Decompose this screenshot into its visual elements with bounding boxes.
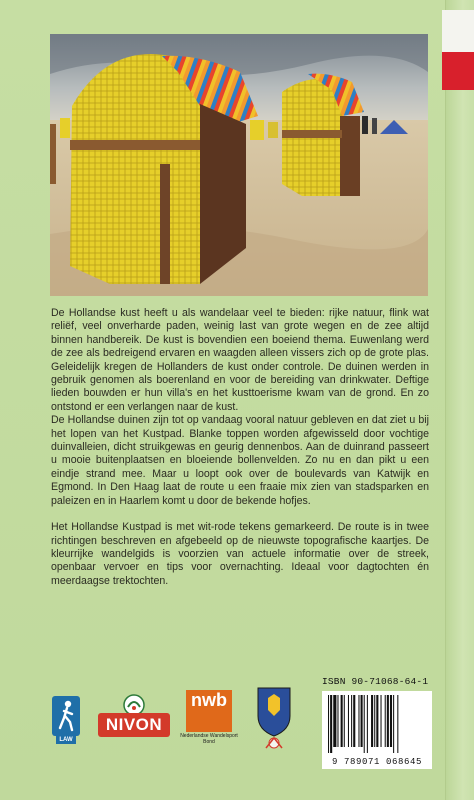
- barcode-bar: [381, 695, 382, 747]
- law-label: LAW: [56, 736, 76, 744]
- barcode-bar: [337, 695, 338, 747]
- blurb-text: [51, 307, 429, 588]
- barcode-bar: [367, 695, 368, 753]
- barcode-bar: [376, 695, 378, 747]
- walker-icon: [52, 696, 80, 736]
- flag-marker-red: [442, 52, 474, 90]
- barcode-bar: [385, 695, 386, 747]
- nwb-logo: [180, 690, 238, 745]
- olav-logo: [254, 686, 294, 752]
- cover-edge-strip: [445, 0, 474, 800]
- barcode-bar: [328, 695, 329, 753]
- barcode-bar: [397, 695, 398, 753]
- law-logo: [52, 696, 80, 744]
- barcode-bar: [374, 695, 375, 747]
- barcode-bar: [353, 695, 355, 747]
- barcode-bar: [351, 695, 352, 747]
- barcode-bar: [390, 695, 392, 747]
- barcode-bar: [341, 695, 343, 747]
- isbn-block: [322, 676, 432, 788]
- barcode-bar: [364, 695, 365, 753]
- barcode: [322, 691, 432, 769]
- barcode-bars: [328, 695, 426, 753]
- barcode-bar: [361, 695, 363, 747]
- blurb-paragraph-3: Het Hollandse Kustpad is met wit-rode tekens gemarkeerd. De route is in twee richtingen beschreven en afgebeeld op de nieuwste topografische kaartjes. De kleurrijke wandelgids is voorzien van actuele informatie over de streek, openbaar vervoer en tips voor overnachting. Ideaal voor dagtochten én meerdaagse trektochten.: [51, 521, 429, 587]
- flag-marker-white: [442, 10, 474, 52]
- barcode-bar: [393, 695, 394, 753]
- blurb-paragraph-2: De Hollandse duinen zijn tot op vandaag vooral natuur gebleven en dat ziet u bij het lopen van het Kustpad. Blanke toppen worden afgewisseld door vochtige duinvalleien, dicht struikgewas en geurig dennenbos. Aan de duinrand passeert u mooie buitenplaatsen en bloeiende bollenvelden. Zo nu en dan pikt u een eindje strand mee. Maar u loopt ook over de boulevards van Katwijk en Egmond. In Den Haag laat de route u een fraaie mix zien van stadsparken en paleizen en in Haarlem komt u door de bekende hofjes.: [51, 414, 429, 507]
- barcode-bar: [387, 695, 389, 747]
- barcode-number: 9 789071 068645: [331, 757, 422, 767]
- nwb-wordmark: [186, 690, 232, 732]
- nivon-logo: [98, 693, 170, 747]
- blurb-paragraph-1: De Hollandse kust heeft u als wandelaar veel te bieden: rijke natuur, flink wat reliëf, veel onverharde paden, weinig last van grote wegen en de zee altijd binnen handbereik. De kust is bovendien een boeiend thema. Euwenlang werd de zee als bedreigend ervaren en waagden alleen vissers zich op de grote plas. Geleidelijk kregen de Hollanders de kust onder controle. De duinen werden in gebruik genomen als boerenland en voor de bereiding van drinkwater. Deftige lieden bouwden er hun villa's en het kusttoerisme kwam van de grond. En zo ontstond er een verlangen naar de kust.: [51, 307, 429, 413]
- nwb-subtitle: Nederlandse Wandelsport Bond: [180, 733, 238, 745]
- barcode-bar: [348, 695, 349, 747]
- barcode-bar: [371, 695, 373, 747]
- barcode-bar: [358, 695, 359, 747]
- nivon-wordmark: NIVON: [98, 713, 170, 737]
- beach-photo-illustration: [50, 34, 428, 296]
- barcode-bar: [330, 695, 332, 753]
- olav-shield-icon: [254, 686, 294, 752]
- nwb-letters: nwb: [191, 690, 227, 710]
- barcode-bar: [344, 695, 345, 747]
- barcode-bar: [333, 695, 336, 747]
- beach-chairs-photo: [50, 34, 428, 296]
- isbn-label: ISBN 90-71068-64-1: [322, 676, 429, 687]
